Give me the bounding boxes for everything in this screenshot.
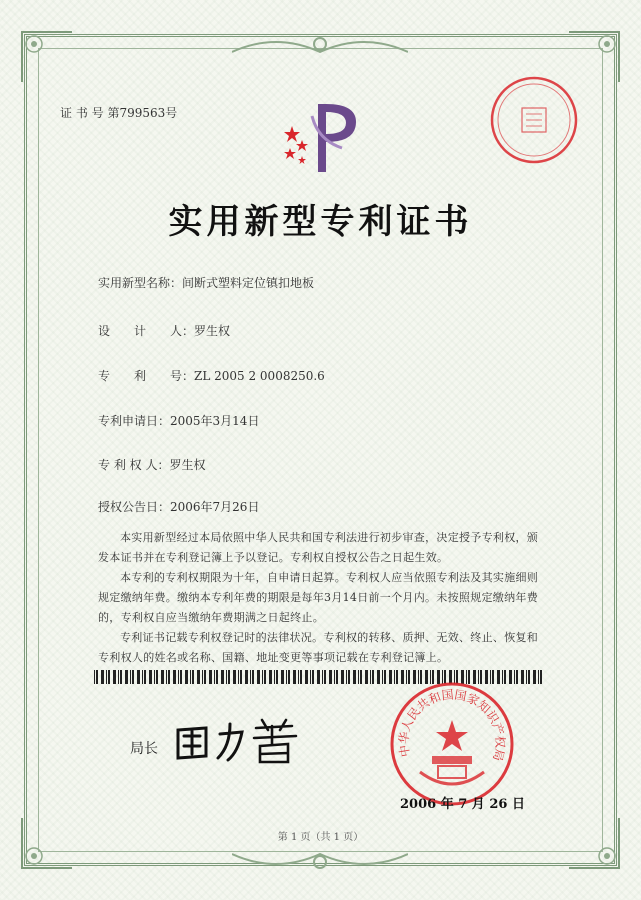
svg-text:中华人民共和国国家知识产权局: 中华人民共和国国家知识产权局 (396, 687, 508, 763)
certificate-number: 证 书 号 第799563号 (60, 106, 178, 120)
designer-field: 设 计 人：罗生权 (98, 324, 231, 338)
utility-model-name-field: 实用新型名称：间断式塑料定位镇扣地板 (98, 276, 315, 290)
corner-ornament-icon (567, 816, 621, 870)
corner-ornament-icon (20, 30, 74, 84)
bottom-ornament-icon (232, 846, 408, 876)
corner-ornament-icon (20, 816, 74, 870)
application-date-field: 专利申请日：2005年3月14日 (98, 414, 260, 428)
paragraph-status: 专利证书记载专利权登记时的法律状况。专利权的转移、质押、无效、终止、恢复和专利权人的姓名或名称、国籍、地址变更等事项记载在专利登记簿上。 (98, 631, 539, 664)
patent-number-field: 专 利 号：ZL 2005 2 0008250.6 (98, 369, 325, 383)
national-ip-office-seal-icon (388, 680, 516, 808)
top-ornament-icon (232, 30, 408, 60)
patentee-field: 专 利 权 人：罗生权 (98, 458, 206, 472)
paragraph-grant: 本实用新型经过本局依照中华人民共和国专利法进行初步审查，决定授予专利权，颁发本证书并在专利登记簿上予以登记。专利权自授权公告之日起生效。 (98, 531, 539, 564)
patent-office-logo-icon (282, 96, 362, 174)
paragraph-term: 本专利的专利权期限为十年，自申请日起算。专利权人应当依照专利法及其实施细则规定缴纳年费。缴纳本专利年费的期限是每年3月14日前一个月内。未按照规定缴纳年费的，专利权自应当缴纳年费期满之日起终止。 (98, 571, 539, 624)
grant-date-field: 授权公告日：2006年7月26日 (98, 500, 260, 514)
signing-date: 2006 年 7 月 26 日 (400, 797, 525, 812)
page-number: 第 1 页（共 1 页） (277, 832, 364, 843)
director-signature (172, 716, 302, 766)
director-label: 局长 (130, 741, 158, 757)
page-title: 实用新型专利证书 (168, 202, 473, 242)
registration-seal-icon (488, 74, 580, 166)
